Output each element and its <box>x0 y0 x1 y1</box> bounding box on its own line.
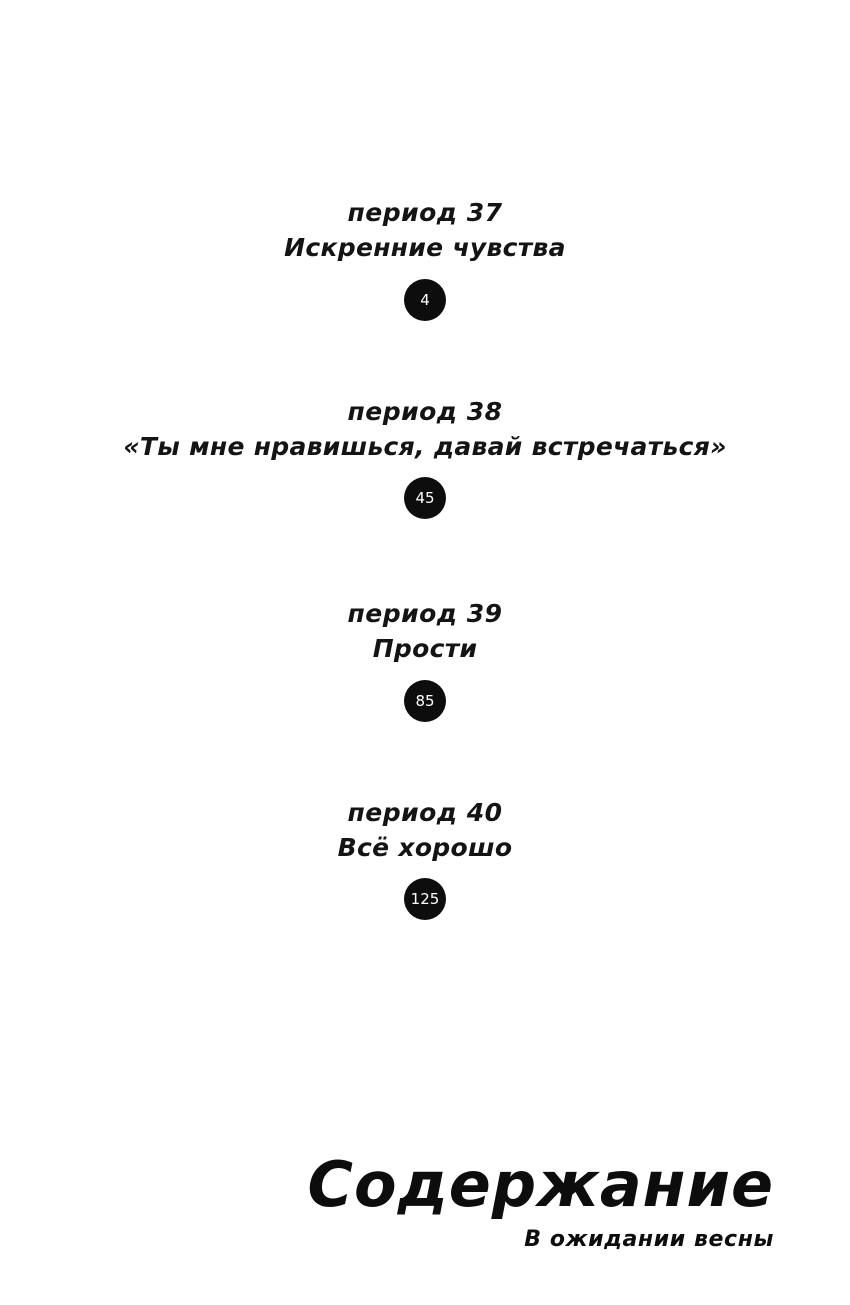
page-number-badge[interactable]: 125 <box>404 878 446 920</box>
chapter-period: период 38 <box>347 396 503 426</box>
page-number-badge[interactable]: 4 <box>404 279 446 321</box>
chapter-period: период 40 <box>347 797 503 827</box>
chapter-title: Всё хорошо <box>337 832 513 862</box>
list-item[interactable] <box>0 395 850 520</box>
page-number-badge[interactable]: 85 <box>404 680 446 722</box>
colophon <box>134 1147 774 1253</box>
series-subtitle: В ожидании весны <box>524 1226 774 1252</box>
chapter-title: Прости <box>372 634 478 663</box>
page-number-badge[interactable]: 45 <box>404 477 446 519</box>
chapter-period: период 37 <box>347 198 503 227</box>
page-title: Содержание <box>307 1147 774 1221</box>
chapter-title: Искренние чувства <box>284 233 566 262</box>
list-item[interactable] <box>0 196 850 321</box>
list-item[interactable] <box>0 796 850 921</box>
table-of-contents <box>0 196 850 920</box>
list-item[interactable] <box>0 597 850 722</box>
chapter-period: период 39 <box>347 599 503 628</box>
chapter-title: «Ты мне нравишься, давай встречаться» <box>123 431 727 461</box>
